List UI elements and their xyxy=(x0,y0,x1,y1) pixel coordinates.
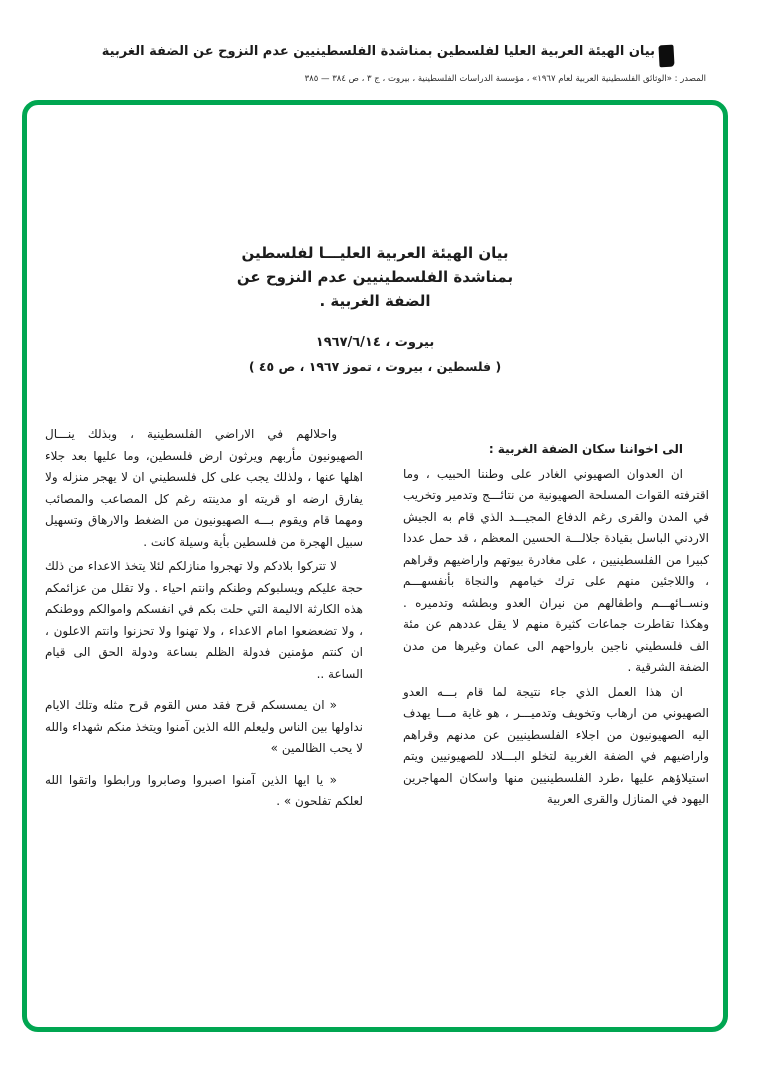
page-header-title: بيان الهيئة العربية العليا لفلسطين بمناشدة الفلسطينيين عدم النزوح عن الضفة الغربية xyxy=(101,44,655,59)
document-citation-line: ( فلسطين ، بيروت ، تموز ١٩٦٧ ، ص ٤٥ ) xyxy=(248,359,502,374)
salutation-line: الى اخواننا سكان الضفة الغربية : xyxy=(488,442,683,456)
document-date-line: بيروت ، ١٩٦٧/٦/١٤ xyxy=(315,335,435,350)
document-title xyxy=(27,241,723,313)
body-paragraph: ان العدوان الصهيوني الغادر على وطننا الحبيب ، وما اقترفته القوات المسلحة الصهيونية من نتائـــج وتدمير وتخريب في المدن والقرى رغم الدفاع المجيـــد الذي قام به الجيش الاردني الباسل بقيادة جلالـــة الحسين المعظم ، قد حمل عددا كبيرا من الفلسطينيين ، على مغادرة بيوتهم واراضيهم وقراهم ، واللاجئين منهم على ترك خيامهم والنجاة بأنفسهـــم ونســائهـــم واطفالهم من نيران العدو وبطشه وتدميره . وهكذا تقاطرت جماعات كثيرة منهم لا يقل عددهم عن مئة الف فلسطيني ناجين بارواحهم الى عمان وغيرها من مدن الضفة الشرقية . xyxy=(403,466,709,674)
quran-quote-paragraph: « ان يمسسكم قرح فقد مس القوم قرح مثله وتلك الايام نداولها بين الناس وليعلم الله الذين آمنوا ويتخذ منكم شهداء والله لا يحب الظالمين » xyxy=(45,698,363,755)
document-title-line-1: بيان الهيئة العربية العليـــا لفلسطين xyxy=(241,244,509,262)
body-paragraph: ان هذا العمل الذي جاء نتيجة لما قام بـــه العدو الصهيوني من ارهاب وتخويف وتدميـــر ، هو غاية مـــا يهدف اليه الصهيونيون من اجلاء الفلسطينيين عن مدنهم وقراهم واراضيهم في الضفة الغربية لتخلو البـــلاد للصهيونيين ويتم استيلاؤهم عليها ،طرد الفلسطينيين منها واسكان المهاجرين اليهود في المنازل والقرى العربية xyxy=(403,684,709,806)
column-left xyxy=(45,424,363,816)
document-title-line-2: بمناشدة الفلسطينيين عدم النزوح عن xyxy=(236,268,514,286)
document-title-line-3: الضفة الغربية . xyxy=(319,292,431,310)
document-frame xyxy=(22,100,728,1032)
body-paragraph: لا تتركوا بلادكم ولا تهجروا منازلكم لئلا يتخذ الاعداء من ذلك حجة عليكم ويسلبوكم وطنكم وانتم احياء . ولا تقلل من عزائمكم هذه الكارثة الاليمة التي حلت بكم في انفسكم واموالكم ووطنكم ، ولا تضعضعوا امام الاعداء ، ولا تهنوا ولا تحزنوا وانتم الاعلون ، ان كنتم مؤمنين فدولة الظلم بساعة ودولة الحق الى قيام الساعة .. xyxy=(45,559,363,681)
page-header-source: المصدر : «الوثائق الفلسطينية العربية لعام ١٩٦٧» ، مؤسسة الدراسات الفلسطينية ، بيروت ، ج ٣ ، ص ٣٨٤ — ٣٨٥ xyxy=(304,74,706,84)
quran-quote-paragraph: « يا ايها الذين آمنوا اصبروا وصابروا ورابطوا واتقوا الله لعلكم تفلحون » . xyxy=(45,772,363,808)
body-paragraph: واحلالهم في الاراضي الفلسطينية ، وبذلك ينـــال الصهيونيون مأربهم ويرثون ارض فلسطين، وما عليها بعد جلاء اهلها عنها ، ولذلك يجب على كل فلسطيني ان لا يهجر منزله ولا يفارق ارضه او قريته او مدينته رغم كل المصاعب والمصائب ومهما قام ويقوم بـــه الصهيونيون من الضغط والارهاق وتسهيل سبيل الهجرة من فلسطين بأية وسيلة كانت . xyxy=(45,427,363,549)
column-right xyxy=(403,424,709,816)
ink-blot-artifact xyxy=(658,45,674,68)
document-body-columns xyxy=(27,424,723,816)
